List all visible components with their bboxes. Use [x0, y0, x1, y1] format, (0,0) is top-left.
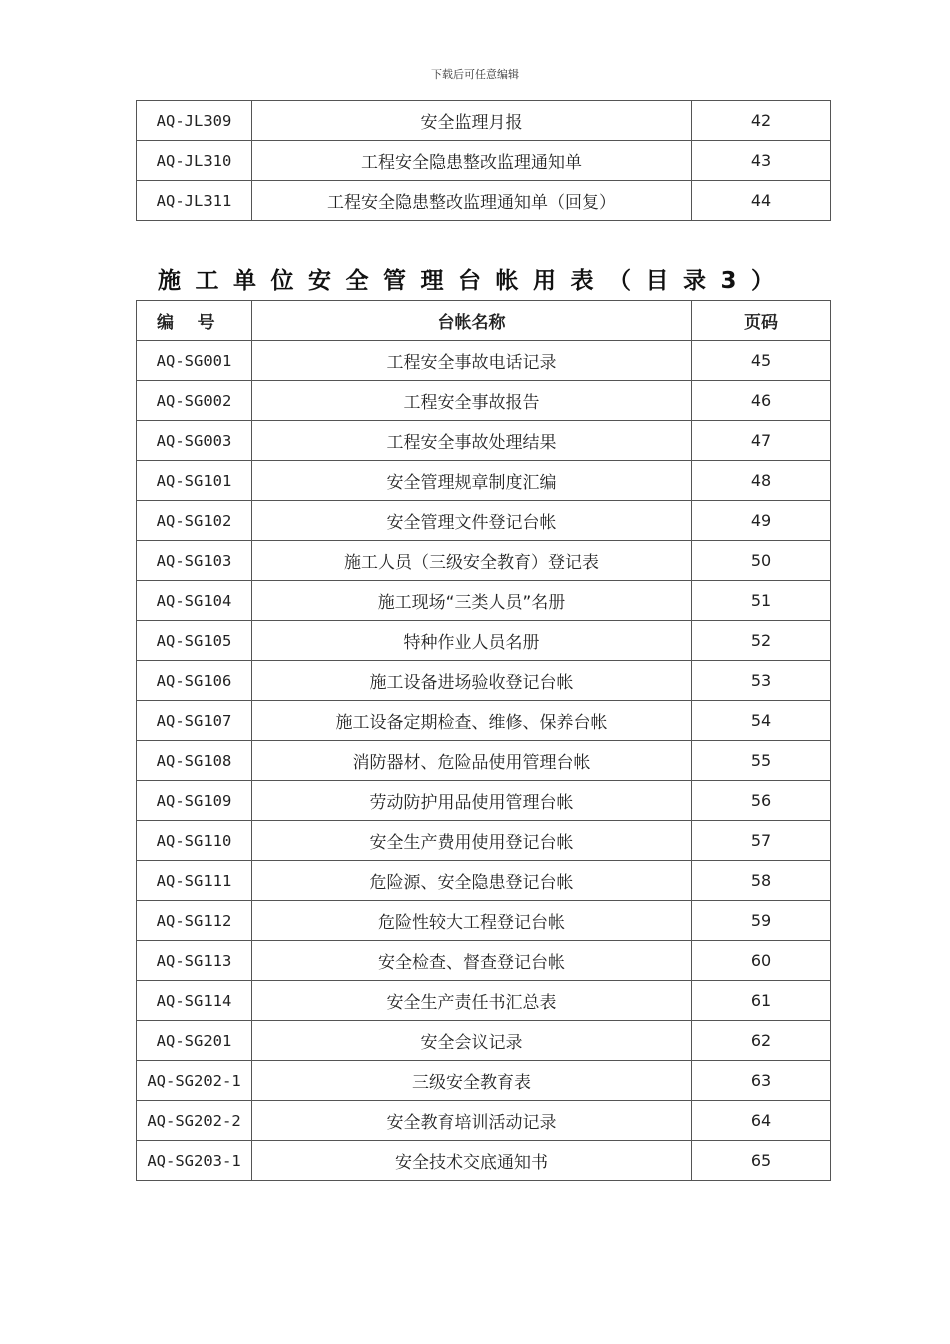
ledger-name-cell: 特种作业人员名册 — [252, 621, 692, 661]
ledger-code-cell: AQ-SG103 — [137, 541, 252, 581]
ledger-code-cell: AQ-SG105 — [137, 621, 252, 661]
table-row — [137, 1021, 831, 1061]
ledger-name-cell: 安全生产责任书汇总表 — [252, 981, 692, 1021]
page-number-cell: 43 — [692, 141, 831, 181]
ledger-code-cell: AQ-SG106 — [137, 661, 252, 701]
table-row — [137, 701, 831, 741]
page-number-cell: 61 — [692, 981, 831, 1021]
table-row — [137, 501, 831, 541]
page-number-cell: 47 — [692, 421, 831, 461]
ledger-name-cell: 消防器材、危险品使用管理台帐 — [252, 741, 692, 781]
page-number-cell: 53 — [692, 661, 831, 701]
ledger-name-cell: 施工现场“三类人员”名册 — [252, 581, 692, 621]
table-row — [137, 1061, 831, 1101]
ledger-name-cell: 安全技术交底通知书 — [252, 1141, 692, 1181]
ledger-name-cell: 危险源、安全隐患登记台帐 — [252, 861, 692, 901]
section-title: 施工单位安全管理台帐用表（目录3） — [158, 268, 789, 294]
ledger-name-cell: 三级安全教育表 — [252, 1061, 692, 1101]
page-number-cell: 59 — [692, 901, 831, 941]
ledger-code-cell: AQ-SG202-2 — [137, 1101, 252, 1141]
page-number-cell: 58 — [692, 861, 831, 901]
page-number-cell: 65 — [692, 1141, 831, 1181]
column-header-code: 编 号 — [137, 301, 252, 341]
table-row — [137, 621, 831, 661]
table-row — [137, 581, 831, 621]
ledger-code-cell: AQ-SG002 — [137, 381, 252, 421]
page-number-cell: 54 — [692, 701, 831, 741]
ledger-code-cell: AQ-JL310 — [137, 141, 252, 181]
ledger-name-cell: 安全监理月报 — [252, 101, 692, 141]
table-row — [137, 861, 831, 901]
table-row — [137, 141, 831, 181]
table-body — [137, 341, 831, 1181]
ledger-code-cell: AQ-SG001 — [137, 341, 252, 381]
page-number-cell: 64 — [692, 1101, 831, 1141]
supervision-ledger-table-continued — [136, 100, 831, 221]
page-number-cell: 44 — [692, 181, 831, 221]
table-row — [137, 461, 831, 501]
ledger-name-cell: 安全管理规章制度汇编 — [252, 461, 692, 501]
ledger-code-cell: AQ-SG003 — [137, 421, 252, 461]
ledger-code-cell: AQ-SG203-1 — [137, 1141, 252, 1181]
ledger-code-cell: AQ-SG104 — [137, 581, 252, 621]
table-row — [137, 421, 831, 461]
page-number-cell: 52 — [692, 621, 831, 661]
page-number-cell: 63 — [692, 1061, 831, 1101]
ledger-code-cell: AQ-JL309 — [137, 101, 252, 141]
table-row — [137, 381, 831, 421]
table-header-row — [137, 301, 831, 341]
page-number-cell: 49 — [692, 501, 831, 541]
table-row — [137, 341, 831, 381]
ledger-code-cell: AQ-SG107 — [137, 701, 252, 741]
construction-ledger-table — [136, 300, 831, 1181]
page-number-cell: 46 — [692, 381, 831, 421]
page-number-cell: 62 — [692, 1021, 831, 1061]
page-number-cell: 51 — [692, 581, 831, 621]
page-number-cell: 48 — [692, 461, 831, 501]
ledger-name-cell: 施工设备定期检查、维修、保养台帐 — [252, 701, 692, 741]
ledger-code-cell: AQ-SG114 — [137, 981, 252, 1021]
table-row — [137, 741, 831, 781]
ledger-name-cell: 劳动防护用品使用管理台帐 — [252, 781, 692, 821]
table-row — [137, 181, 831, 221]
table-row — [137, 981, 831, 1021]
table-row — [137, 1101, 831, 1141]
ledger-name-cell: 工程安全隐患整改监理通知单（回复） — [252, 181, 692, 221]
ledger-name-cell: 工程安全事故电话记录 — [252, 341, 692, 381]
ledger-code-cell: AQ-SG101 — [137, 461, 252, 501]
page-header-note: 下载后可任意编辑 — [431, 68, 519, 81]
ledger-code-cell: AQ-SG113 — [137, 941, 252, 981]
ledger-code-cell: AQ-SG102 — [137, 501, 252, 541]
ledger-name-cell: 安全检查、督查登记台帐 — [252, 941, 692, 981]
table-row — [137, 101, 831, 141]
page-number-cell: 55 — [692, 741, 831, 781]
ledger-code-cell: AQ-SG202-1 — [137, 1061, 252, 1101]
table-row — [137, 941, 831, 981]
table-row — [137, 1141, 831, 1181]
page-number-cell: 42 — [692, 101, 831, 141]
ledger-code-cell: AQ-SG108 — [137, 741, 252, 781]
column-header-name: 台帐名称 — [252, 301, 692, 341]
page-number-cell: 57 — [692, 821, 831, 861]
ledger-name-cell: 施工人员（三级安全教育）登记表 — [252, 541, 692, 581]
table-row — [137, 901, 831, 941]
ledger-code-cell: AQ-JL311 — [137, 181, 252, 221]
ledger-name-cell: 工程安全事故报告 — [252, 381, 692, 421]
ledger-name-cell: 安全教育培训活动记录 — [252, 1101, 692, 1141]
ledger-name-cell: 危险性较大工程登记台帐 — [252, 901, 692, 941]
table-body — [137, 101, 831, 221]
ledger-code-cell: AQ-SG109 — [137, 781, 252, 821]
ledger-code-cell: AQ-SG201 — [137, 1021, 252, 1061]
page-number-cell: 56 — [692, 781, 831, 821]
ledger-code-cell: AQ-SG110 — [137, 821, 252, 861]
table-row — [137, 661, 831, 701]
ledger-name-cell: 安全会议记录 — [252, 1021, 692, 1061]
ledger-name-cell: 安全管理文件登记台帐 — [252, 501, 692, 541]
ledger-name-cell: 安全生产费用使用登记台帐 — [252, 821, 692, 861]
table-row — [137, 541, 831, 581]
ledger-code-cell: AQ-SG112 — [137, 901, 252, 941]
ledger-name-cell: 工程安全事故处理结果 — [252, 421, 692, 461]
page-number-cell: 45 — [692, 341, 831, 381]
page-number-cell: 60 — [692, 941, 831, 981]
column-header-page: 页码 — [692, 301, 831, 341]
table-row — [137, 781, 831, 821]
ledger-code-cell: AQ-SG111 — [137, 861, 252, 901]
table-row — [137, 821, 831, 861]
ledger-name-cell: 施工设备进场验收登记台帐 — [252, 661, 692, 701]
page-number-cell: 50 — [692, 541, 831, 581]
ledger-name-cell: 工程安全隐患整改监理通知单 — [252, 141, 692, 181]
